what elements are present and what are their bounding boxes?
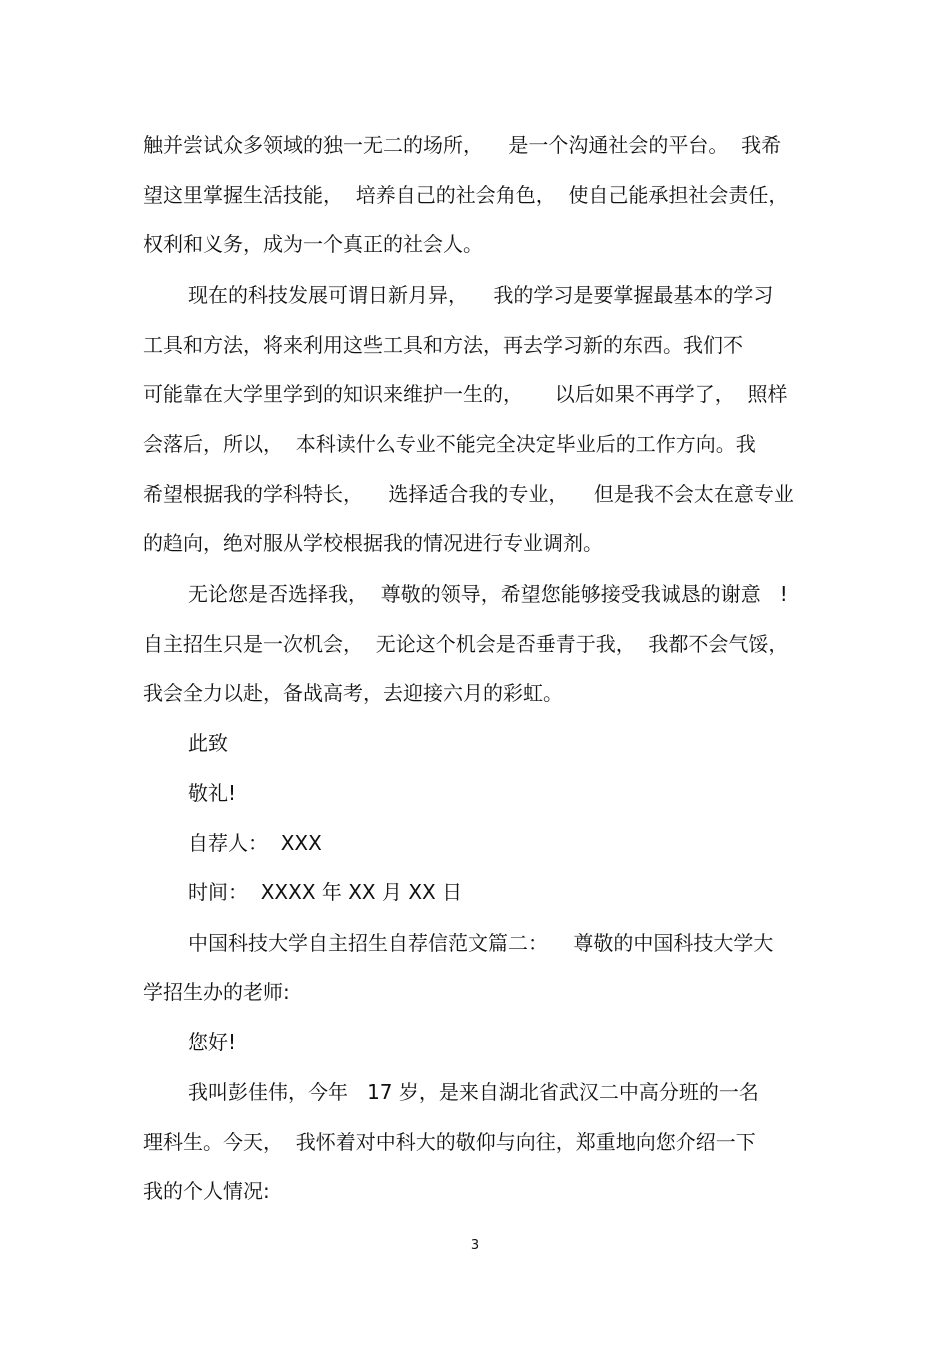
closing-regards: 敬礼! — [188, 781, 237, 805]
body-text-line: 触并尝试众多领域的独一无二的场所， 是一个沟通社会的平台。 我希 — [143, 133, 782, 157]
body-text-line: 理科生。今天， 我怀着对中科大的敬仰与向往，郑重地向您介绍一下 — [143, 1130, 756, 1154]
body-text-line: 希望根据我的学科特长， 选择适合我的专业， 但是我不会太在意专业 — [143, 482, 794, 506]
body-text-line: 工具和方法，将来利用这些工具和方法，再去学习新的东西。我们不 — [143, 333, 743, 357]
body-text-line: 学招生办的老师: — [143, 980, 290, 1004]
greeting: 您好! — [188, 1030, 237, 1054]
body-text-line: 权利和义务，成为一个真正的社会人。 — [143, 232, 483, 256]
paragraph-first-line: 无论您是否选择我， 尊敬的领导，希望您能够接受我诚恳的谢意 ! — [188, 582, 788, 606]
body-text-line: 的趋向，绝对服从学校根据我的情况进行专业调剂。 — [143, 531, 603, 555]
body-text-line: 我会全力以赴，备战高考，去迎接六月的彩虹。 — [143, 681, 563, 705]
body-text-line: 自主招生只是一次机会， 无论这个机会是否垂青于我， 我都不会气馁， — [143, 632, 789, 656]
page-number: 3 — [470, 1238, 480, 1253]
date-line: 时间： XXXX 年 XX 月 XX 日 — [188, 880, 463, 904]
body-text-line: 会落后，所以， 本科读什么专业不能完全决定毕业后的工作方向。我 — [143, 432, 756, 456]
section-heading-line: 中国科技大学自主招生自荐信范文篇二： 尊敬的中国科技大学大 — [188, 931, 774, 955]
paragraph-first-line: 现在的科技发展可谓日新月异， 我的学习是要掌握最基本的学习 — [188, 283, 774, 307]
body-text-line: 我的个人情况: — [143, 1179, 270, 1203]
signature-line: 自荐人： XXX — [188, 831, 322, 855]
body-text-line: 可能靠在大学里学到的知识来维护一生的， 以后如果不再学了， 照样 — [143, 382, 788, 406]
paragraph-first-line: 我叫彭佳伟，今年 17 岁，是来自湖北省武汉二中高分班的一名 — [188, 1080, 759, 1104]
closing-salutation: 此致 — [188, 731, 228, 755]
body-text-line: 望这里掌握生活技能， 培养自己的社会角色， 使自己能承担社会责任， — [143, 183, 789, 207]
